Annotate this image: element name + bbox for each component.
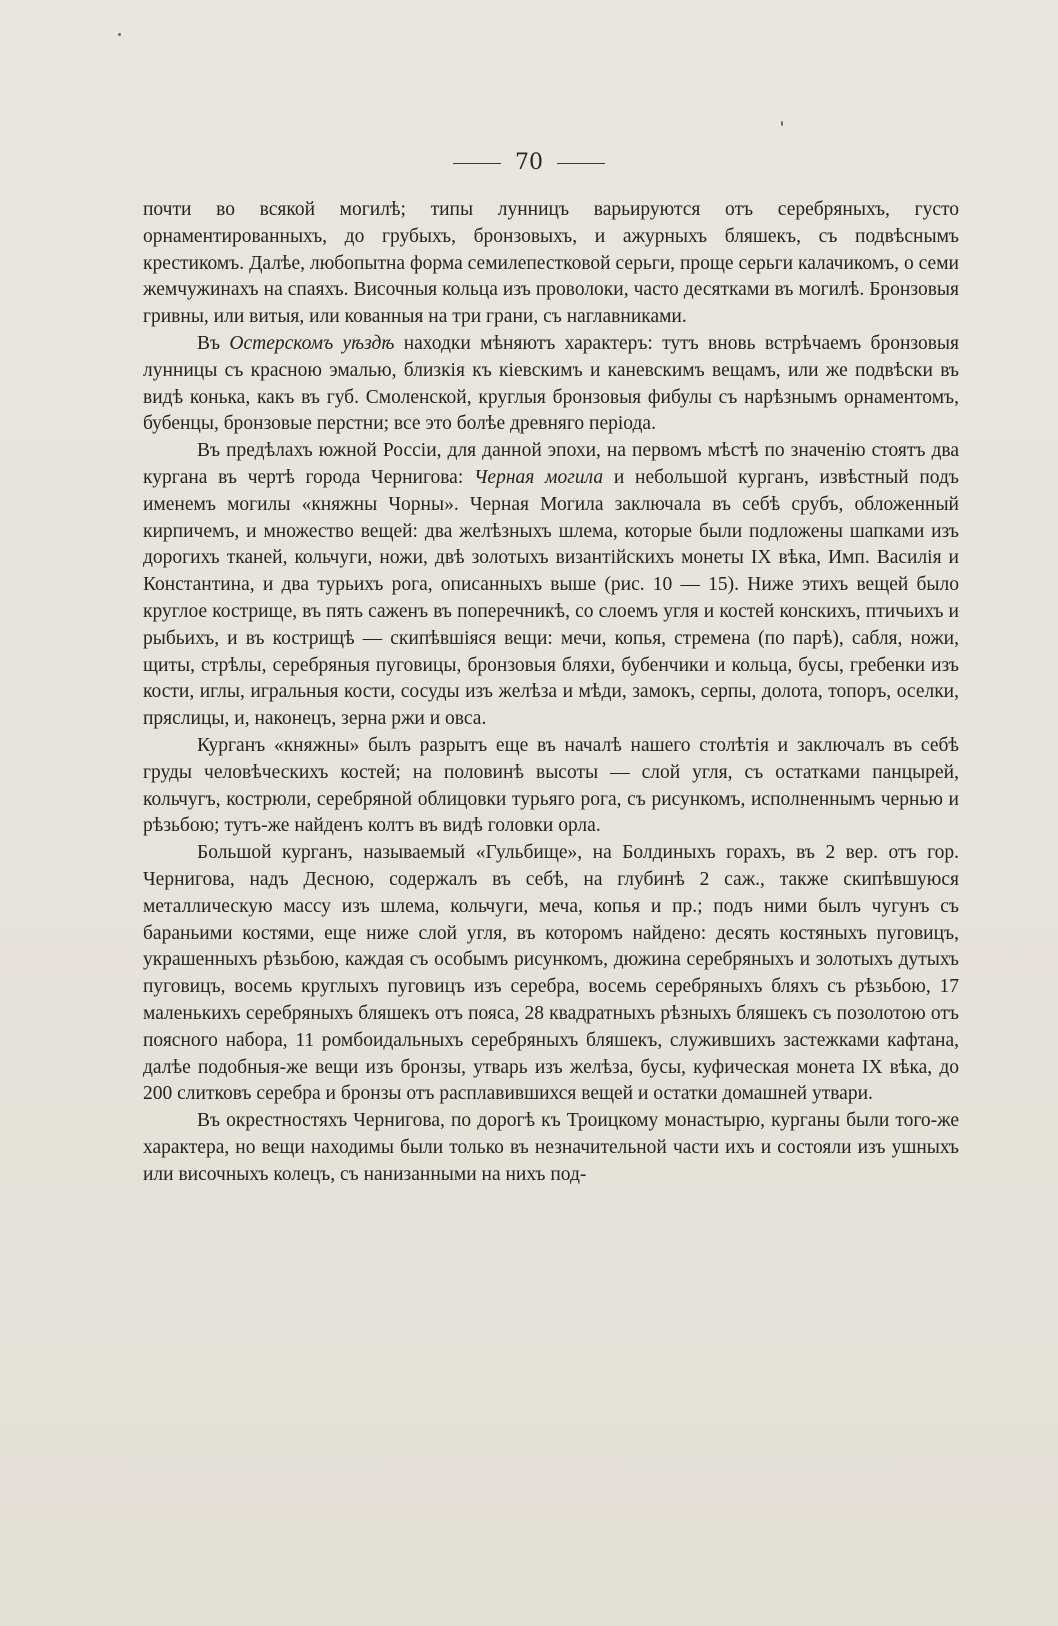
text-run: почти во всякой могилѣ; типы лунницъ варьируются отъ серебряныхъ, густо орнаментированныхъ, до грубыхъ, бронзовыхъ, и ажурныхъ бляшекъ, съ подвѣснымъ крестикомъ. Далѣе, любопытна форма семилепестковой серьги, проще серьги калачикомъ, о семи жемчужинахъ на спаяхъ. Височныя кольца изъ проволоки, часто десятками въ могилѣ. Бронзовыя гривны, или витыя, или кованныя на три грани, съ наглавниками. — [143, 199, 959, 328]
italic-term: Черная могила — [474, 466, 604, 488]
paper-speck — [118, 33, 121, 36]
paragraph — [143, 1108, 959, 1188]
text-run: Въ предѣлахъ южной Россіи, для данной эпохи, на первомъ мѣстѣ по значенію стоятъ два кургана въ чертѣ города Чернигова: — [143, 440, 959, 488]
paragraph — [143, 331, 959, 438]
italic-term: Остерскомъ уѣздѣ — [229, 332, 395, 354]
paragraph — [143, 840, 959, 1108]
header-rule-right — [557, 163, 605, 164]
header-rule-left — [453, 163, 501, 164]
text-run: Въ — [197, 332, 230, 354]
paper-speck — [781, 121, 783, 126]
paragraph — [143, 733, 959, 840]
text-run: Въ окрестностяхъ Чернигова, по дорогѣ къ Троицкому монастырю, курганы были того-же характера, но вещи находимы были только въ незначительной части ихъ и состояли изъ ушныхъ или височныхъ колецъ, съ нанизанными на нихъ под- — [143, 1110, 959, 1185]
paragraph — [143, 197, 959, 331]
page-number: 70 — [515, 150, 543, 175]
paragraph — [143, 438, 959, 733]
text-run: Курганъ «княжны» былъ разрытъ еще въ началѣ нашего столѣтія и заключалъ въ себѣ груды человѣческихъ костей; на половинѣ высоты — слой угля, съ остатками панцырей, кольчугъ, кострюли, серебряной облицовки турьяго рога, съ рисункомъ, исполненнымъ чернью и рѣзьбою; тутъ-же найденъ колтъ въ видѣ головки орла. — [143, 734, 959, 837]
text-run: Большой курганъ, называемый «Гульбище», на Болдиныхъ горахъ, въ 2 вер. отъ гор. Чернигова, надъ Десною, содержалъ въ себѣ, на глубинѣ 2 саж., также скипѣвшуюся металлическую массу изъ шлема, кольчуги, меча, копья и пр.; подъ ними былъ чугунъ съ бараньими костями, еще ниже слой угля, въ которомъ найдено: десять костяныхъ пуговицъ, украшенныхъ рѣзьбою, каждая съ особымъ рисункомъ, дюжина серебряныхъ и золотыхъ дутыхъ пуговицъ, восемь круглыхъ пуговицъ изъ серебра, восемь серебряныхъ бляхъ съ рѣзьбою, 17 маленькихъ серебряныхъ бляшекъ отъ пояса, 28 квадратныхъ рѣзныхъ бляшекъ съ позолотою отъ поясного набора, 11 ромбоидальныхъ серебряныхъ бляшекъ, служившихъ застежками кафтана, далѣе подобныя-же вещи изъ бронзы, утварь изъ желѣза, бусы, куфическая монета IX вѣка, до 200 слитковъ серебра и бронзы отъ расплавившихся вещей и остатки домашней утвари. — [143, 842, 959, 1105]
body-text — [143, 197, 959, 1188]
text-run: находки мѣняютъ характеръ: тутъ вновь встрѣчаемъ бронзовыя лунницы съ красною эмалью, близкія къ кіевскимъ и каневскимъ вещамъ, или же подвѣски въ видѣ конька, какъ въ губ. Смоленской, круглыя бронзовыя фибулы съ нарѣзнымъ орнаментомъ, бубенцы, бронзовые перстни; все это болѣе древняго періода. — [143, 332, 959, 435]
text-run: и небольшой курганъ, извѣстный подъ именемъ могилы «княжны Чорны». Черная Могила заключала въ себѣ срубъ, обложенный кирпичемъ, и множество вещей: два желѣзныхъ шлема, которые были подложены шапками изъ дорогихъ тканей, кольчуги, ножи, двѣ золотыхъ византійскихъ монеты IX вѣка, Имп. Василія и Константина, и два турьихъ рога, описанныхъ выше (рис. 10 — 15). Ниже этихъ вещей было круглое кострище, въ пять саженъ въ поперечникѣ, со слоемъ угля и костей конскихъ, птичьихъ и рыбьихъ, и въ кострищѣ — скипѣвшіяся вещи: мечи, копья, стремена (по парѣ), сабля, ножи, щиты, стрѣлы, серебряныя пуговицы, бронзовыя бляхи, бубенчики и кольца, бусы, гребенки изъ кости, иглы, игральныя кости, сосуды изъ желѣза и мѣди, замокъ, серпы, долота, топоръ, оселки, пряслицы, и, наконецъ, зерна ржи и овса. — [143, 466, 959, 730]
page-header — [0, 150, 1058, 175]
